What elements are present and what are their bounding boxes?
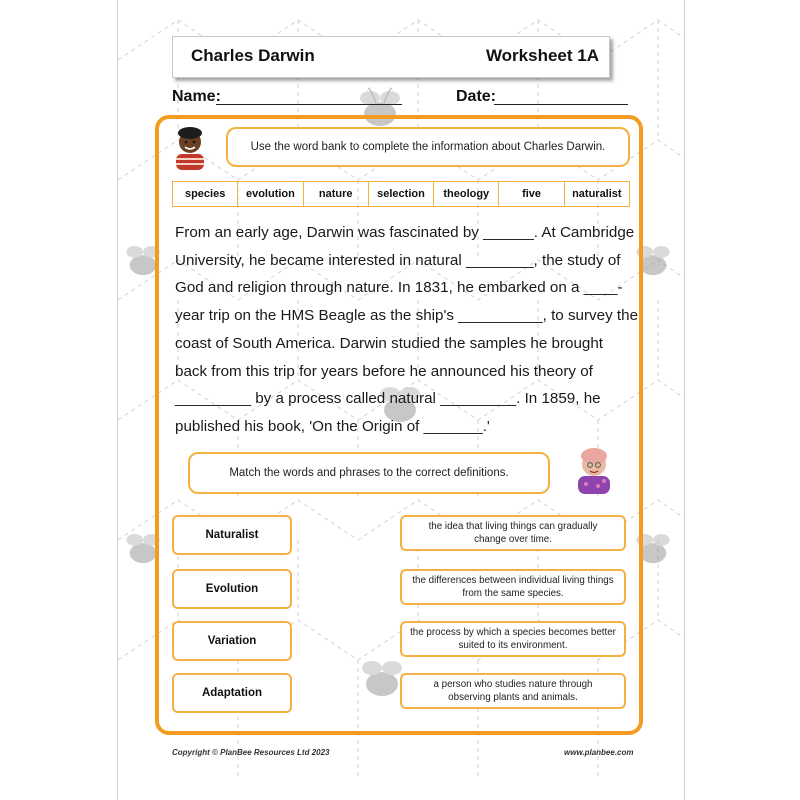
word-bank-item: naturalist xyxy=(572,188,622,200)
word-bank-item: theology xyxy=(434,182,499,206)
boy-avatar-icon xyxy=(170,124,210,170)
grandmother-avatar-icon xyxy=(574,446,614,494)
definition-text: a person who studies nature through xyxy=(433,679,593,690)
name-label: Name: xyxy=(172,88,221,105)
word-bank-item: evolution xyxy=(238,182,303,206)
definition-text: the process by which a species becomes better xyxy=(410,627,616,638)
definition-text: the differences between individual living things xyxy=(412,575,614,586)
term-label: Naturalist xyxy=(205,529,259,541)
passage-line: _________ by a process called natural _________. In 1859, he xyxy=(175,390,601,408)
term-box[interactable] xyxy=(172,673,292,713)
copyright-text: Copyright © PlanBee Resources Ltd 2023 xyxy=(172,748,330,757)
term-label: Adaptation xyxy=(201,687,263,699)
word-bank-item: selection xyxy=(369,182,434,206)
term-label: Evolution xyxy=(205,583,259,595)
date-label: Date: xyxy=(456,88,497,105)
page-title: Charles Darwin xyxy=(191,46,315,65)
passage-line: University, he became interested in natural ________, the study of xyxy=(175,251,621,269)
worksheet-number: Worksheet 1A xyxy=(485,46,599,65)
term-label: Variation xyxy=(207,635,257,647)
definition-text: from the same species. xyxy=(462,588,564,599)
matching-instruction-text: Match the words and phrases to the correct definitions. xyxy=(229,467,509,479)
definition-text: change over time. xyxy=(474,534,552,545)
term-box[interactable] xyxy=(172,569,292,609)
term-box[interactable] xyxy=(172,515,292,555)
word-bank xyxy=(172,181,630,207)
word-bank-item: nature xyxy=(304,182,369,206)
definition-box[interactable] xyxy=(400,569,626,605)
word-bank-instruction-text: Use the word bank to complete the information about Charles Darwin. xyxy=(250,141,606,153)
definition-box[interactable] xyxy=(400,621,626,657)
passage-line: back from this trip for years before he announced his theory of xyxy=(175,362,593,380)
date-field[interactable] xyxy=(494,104,628,105)
passage-line: God and religion through nature. In 1831, he embarked on a ____- xyxy=(175,279,623,297)
word-bank-instruction xyxy=(226,127,630,167)
passage-line: From an early age, Darwin was fascinated by ______. At Cambridge xyxy=(175,224,635,241)
passage-line: year trip on the HMS Beagle as the ship's __________, to survey the xyxy=(175,307,639,325)
word-bank-item: five xyxy=(499,182,564,206)
name-field[interactable] xyxy=(216,104,402,105)
cloze-passage xyxy=(175,219,639,441)
passage-line: published his book, 'On the Origin of _______.' xyxy=(175,417,490,435)
website-link[interactable]: www.planbee.com xyxy=(564,748,634,757)
definition-text: the idea that living things can gradually xyxy=(428,521,598,532)
passage-line: coast of South America. Darwin studied the samples he brought xyxy=(175,334,604,352)
definition-box[interactable] xyxy=(400,515,626,551)
matching-instruction xyxy=(188,452,550,494)
word-bank-item: species xyxy=(173,182,238,206)
title-bar xyxy=(172,36,610,78)
definition-text: suited to its environment. xyxy=(458,640,568,651)
definition-text: observing plants and animals. xyxy=(448,692,578,703)
term-box[interactable] xyxy=(172,621,292,661)
definition-box[interactable] xyxy=(400,673,626,709)
